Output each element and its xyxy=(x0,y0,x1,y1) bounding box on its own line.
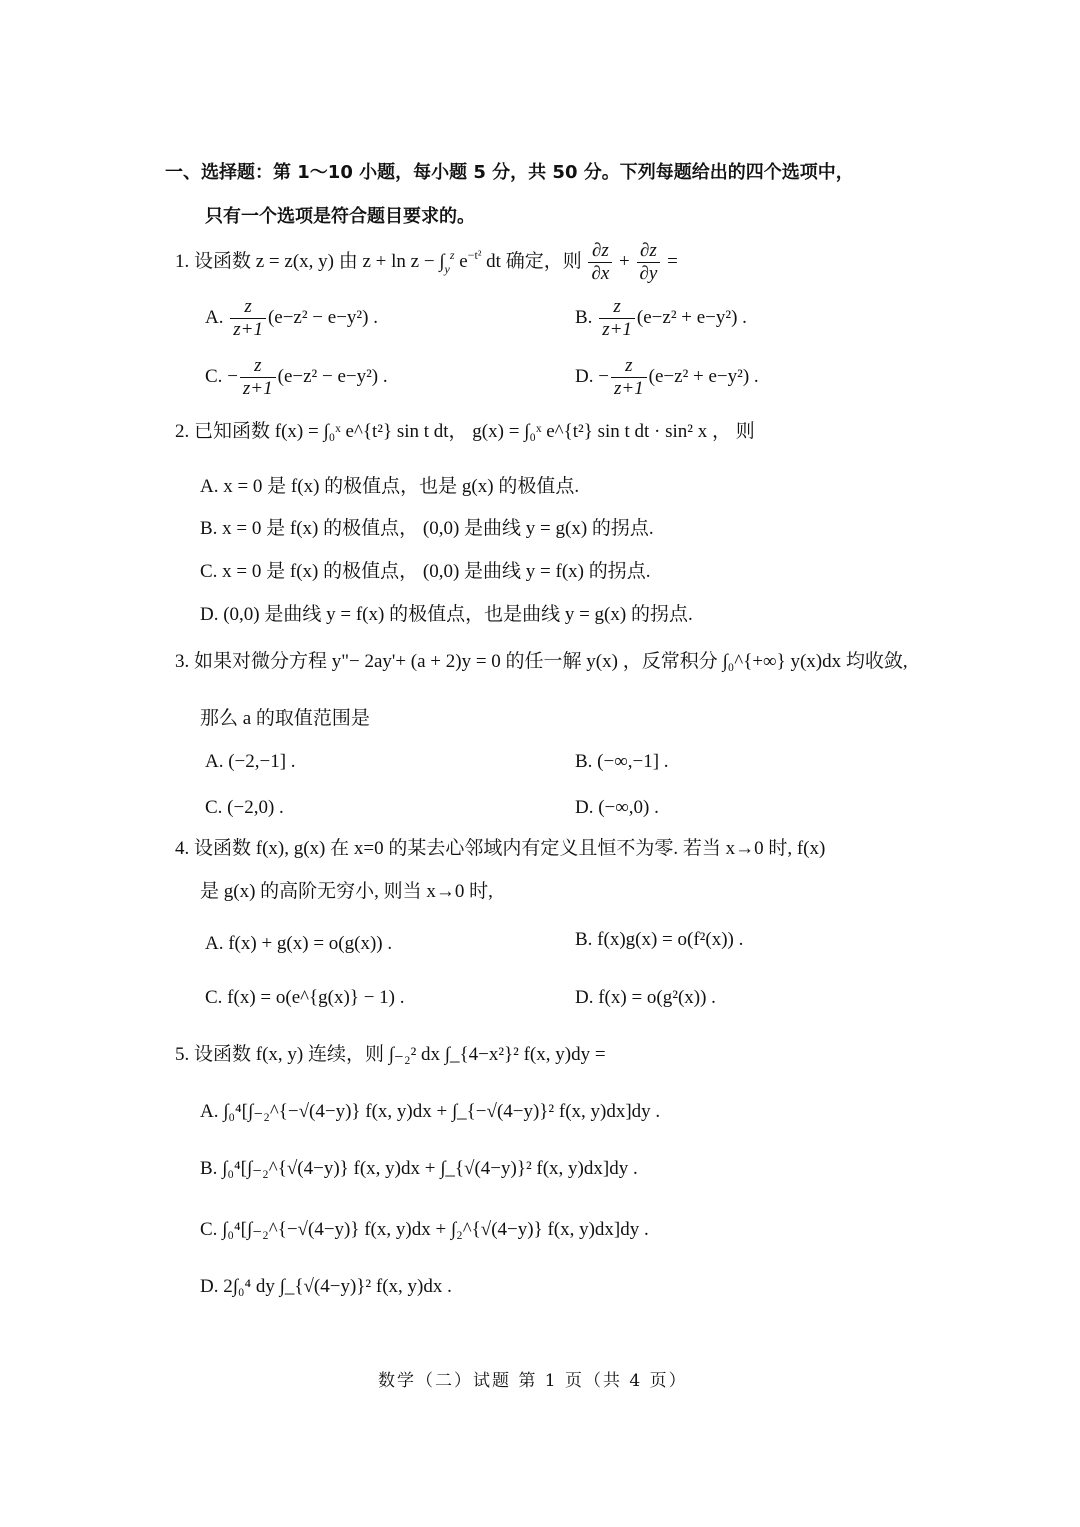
q2-option-a: A. x = 0 是 f(x) 的极值点，也是 g(x) 的极值点. xyxy=(200,476,580,497)
q1-int-upper: z xyxy=(449,247,455,262)
q1-c-body: (e−z² − e−y²) . xyxy=(277,365,388,387)
q1-a-body: (e−z² − e−y²) . xyxy=(267,306,378,328)
q2-option-b: B. x = 0 是 f(x) 的极值点， (0,0) 是曲线 y = g(x) 的拐点. xyxy=(200,518,654,539)
q1-d-body: (e−z² + e−y²) . xyxy=(648,365,759,387)
q1-b-den: z+1 xyxy=(602,319,632,340)
q4-option-a: A. f(x) + g(x) = o(g(x)) . xyxy=(205,933,393,954)
q1-d-num: z xyxy=(611,355,647,378)
q1-option-a xyxy=(205,296,378,341)
q3-option-b: B. (−∞,−1] . xyxy=(575,751,669,772)
q1-a-num: z xyxy=(230,296,266,319)
q3-stem-line2: 那么 a 的取值范围是 xyxy=(200,708,370,729)
q1-a-frac xyxy=(230,296,266,341)
page-footer: 数学（二）试题 第 1 页（共 4 页） xyxy=(378,1371,688,1391)
q1-b-num: z xyxy=(599,296,635,319)
q1-c-den: z+1 xyxy=(242,378,273,399)
q1-stem-a: 1. 设函数 z = z(x, y) 由 z + ln z − ∫ xyxy=(175,250,445,272)
q1-a-label: A. xyxy=(205,306,224,328)
q5-option-a: A. ∫₀⁴[∫₋₂^{−√(4−y)} f(x, y)dx + ∫_{−√(4−y)}² f(x, y)dx]dy . xyxy=(200,1101,661,1122)
q1-stem-b: e xyxy=(459,250,468,272)
section-title-line1: 一、选择题：第 1～10 小题，每小题 5 分，共 50 分。下列每题给出的四个选项中， xyxy=(165,162,854,183)
q1-int-lower: y xyxy=(444,261,450,276)
q2-option-c: C. x = 0 是 f(x) 的极值点， (0,0) 是曲线 y = f(x) 的拐点. xyxy=(200,561,651,582)
q1-b-body: (e−z² + e−y²) . xyxy=(636,306,747,328)
q1-frac2-den: ∂y xyxy=(639,263,658,284)
q1-c-label: C. xyxy=(205,365,223,387)
q5-option-d: D. 2∫₀⁴ dy ∫_{√(4−y)}² f(x, y)dx . xyxy=(200,1276,452,1297)
q2-stem: 2. 已知函数 f(x) = ∫₀ˣ e^{t²} sin t dt， g(x) = ∫₀ˣ e^{t²} sin t dt · sin² x ， 则 xyxy=(175,421,755,442)
q5-stem: 5. 设函数 f(x, y) 连续，则 ∫₋₂² dx ∫_{4−x²}² f(x, y)dy = xyxy=(175,1044,606,1065)
q1-a-den: z+1 xyxy=(233,319,263,340)
q3-option-c: C. (−2,0) . xyxy=(205,797,284,818)
section-title-line2: 只有一个选项是符合题目要求的。 xyxy=(205,206,475,227)
q1-option-d xyxy=(575,355,759,400)
q1-frac1-num: ∂z xyxy=(588,240,612,263)
q4-option-b: B. f(x)g(x) = o(f²(x)) . xyxy=(575,929,744,950)
q1-c-sign: − xyxy=(227,365,238,387)
q4-option-d: D. f(x) = o(g²(x)) . xyxy=(575,987,716,1008)
q5-option-c: C. ∫₀⁴[∫₋₂^{−√(4−y)} f(x, y)dx + ∫₂^{√(4−y)} f(x, y)dx]dy . xyxy=(200,1219,649,1240)
q4-stem-line1: 4. 设函数 f(x), g(x) 在 x=0 的某去心邻域内有定义且恒不为零. 若当 x→0 时, f(x) xyxy=(175,838,826,859)
q5-option-b: B. ∫₀⁴[∫₋₂^{√(4−y)} f(x, y)dx + ∫_{√(4−y)}² f(x, y)dx]dy . xyxy=(200,1158,638,1179)
q1-stem-c: dt 确定，则 xyxy=(486,250,582,272)
q1-b-frac xyxy=(599,296,635,341)
q1-frac2 xyxy=(637,240,661,285)
q1-d-den: z+1 xyxy=(613,378,644,399)
q1-stem xyxy=(175,240,678,285)
q3-stem-line1: 3. 如果对微分方程 y"− 2ay'+ (a + 2)y = 0 的任一解 y(x) ，反常积分 ∫₀^{+∞} y(x)dx 均收敛, xyxy=(175,651,908,672)
q1-option-b xyxy=(575,296,747,341)
q1-d-label: D. xyxy=(575,365,594,387)
q1-exp: −t² xyxy=(467,247,482,262)
q3-option-d: D. (−∞,0) . xyxy=(575,797,659,818)
q1-b-label: B. xyxy=(575,306,593,328)
q4-option-c: C. f(x) = o(e^{g(x)} − 1) . xyxy=(205,987,405,1008)
q1-c-frac xyxy=(240,355,276,400)
q1-d-frac xyxy=(611,355,647,400)
q2-option-d: D. (0,0) 是曲线 y = f(x) 的极值点，也是曲线 y = g(x) 的拐点. xyxy=(200,604,693,625)
q4-stem-line2: 是 g(x) 的高阶无穷小, 则当 x→0 时, xyxy=(200,881,493,902)
q3-option-a: A. (−2,−1] . xyxy=(205,751,296,772)
q1-frac1-den: ∂x xyxy=(591,263,610,284)
q1-plus: + xyxy=(619,250,630,272)
q1-frac2-num: ∂z xyxy=(637,240,661,263)
q1-c-num: z xyxy=(240,355,276,378)
q1-option-c xyxy=(205,355,388,400)
q1-eq: = xyxy=(667,250,678,272)
q1-d-sign: − xyxy=(598,365,609,387)
q1-frac1 xyxy=(588,240,612,285)
